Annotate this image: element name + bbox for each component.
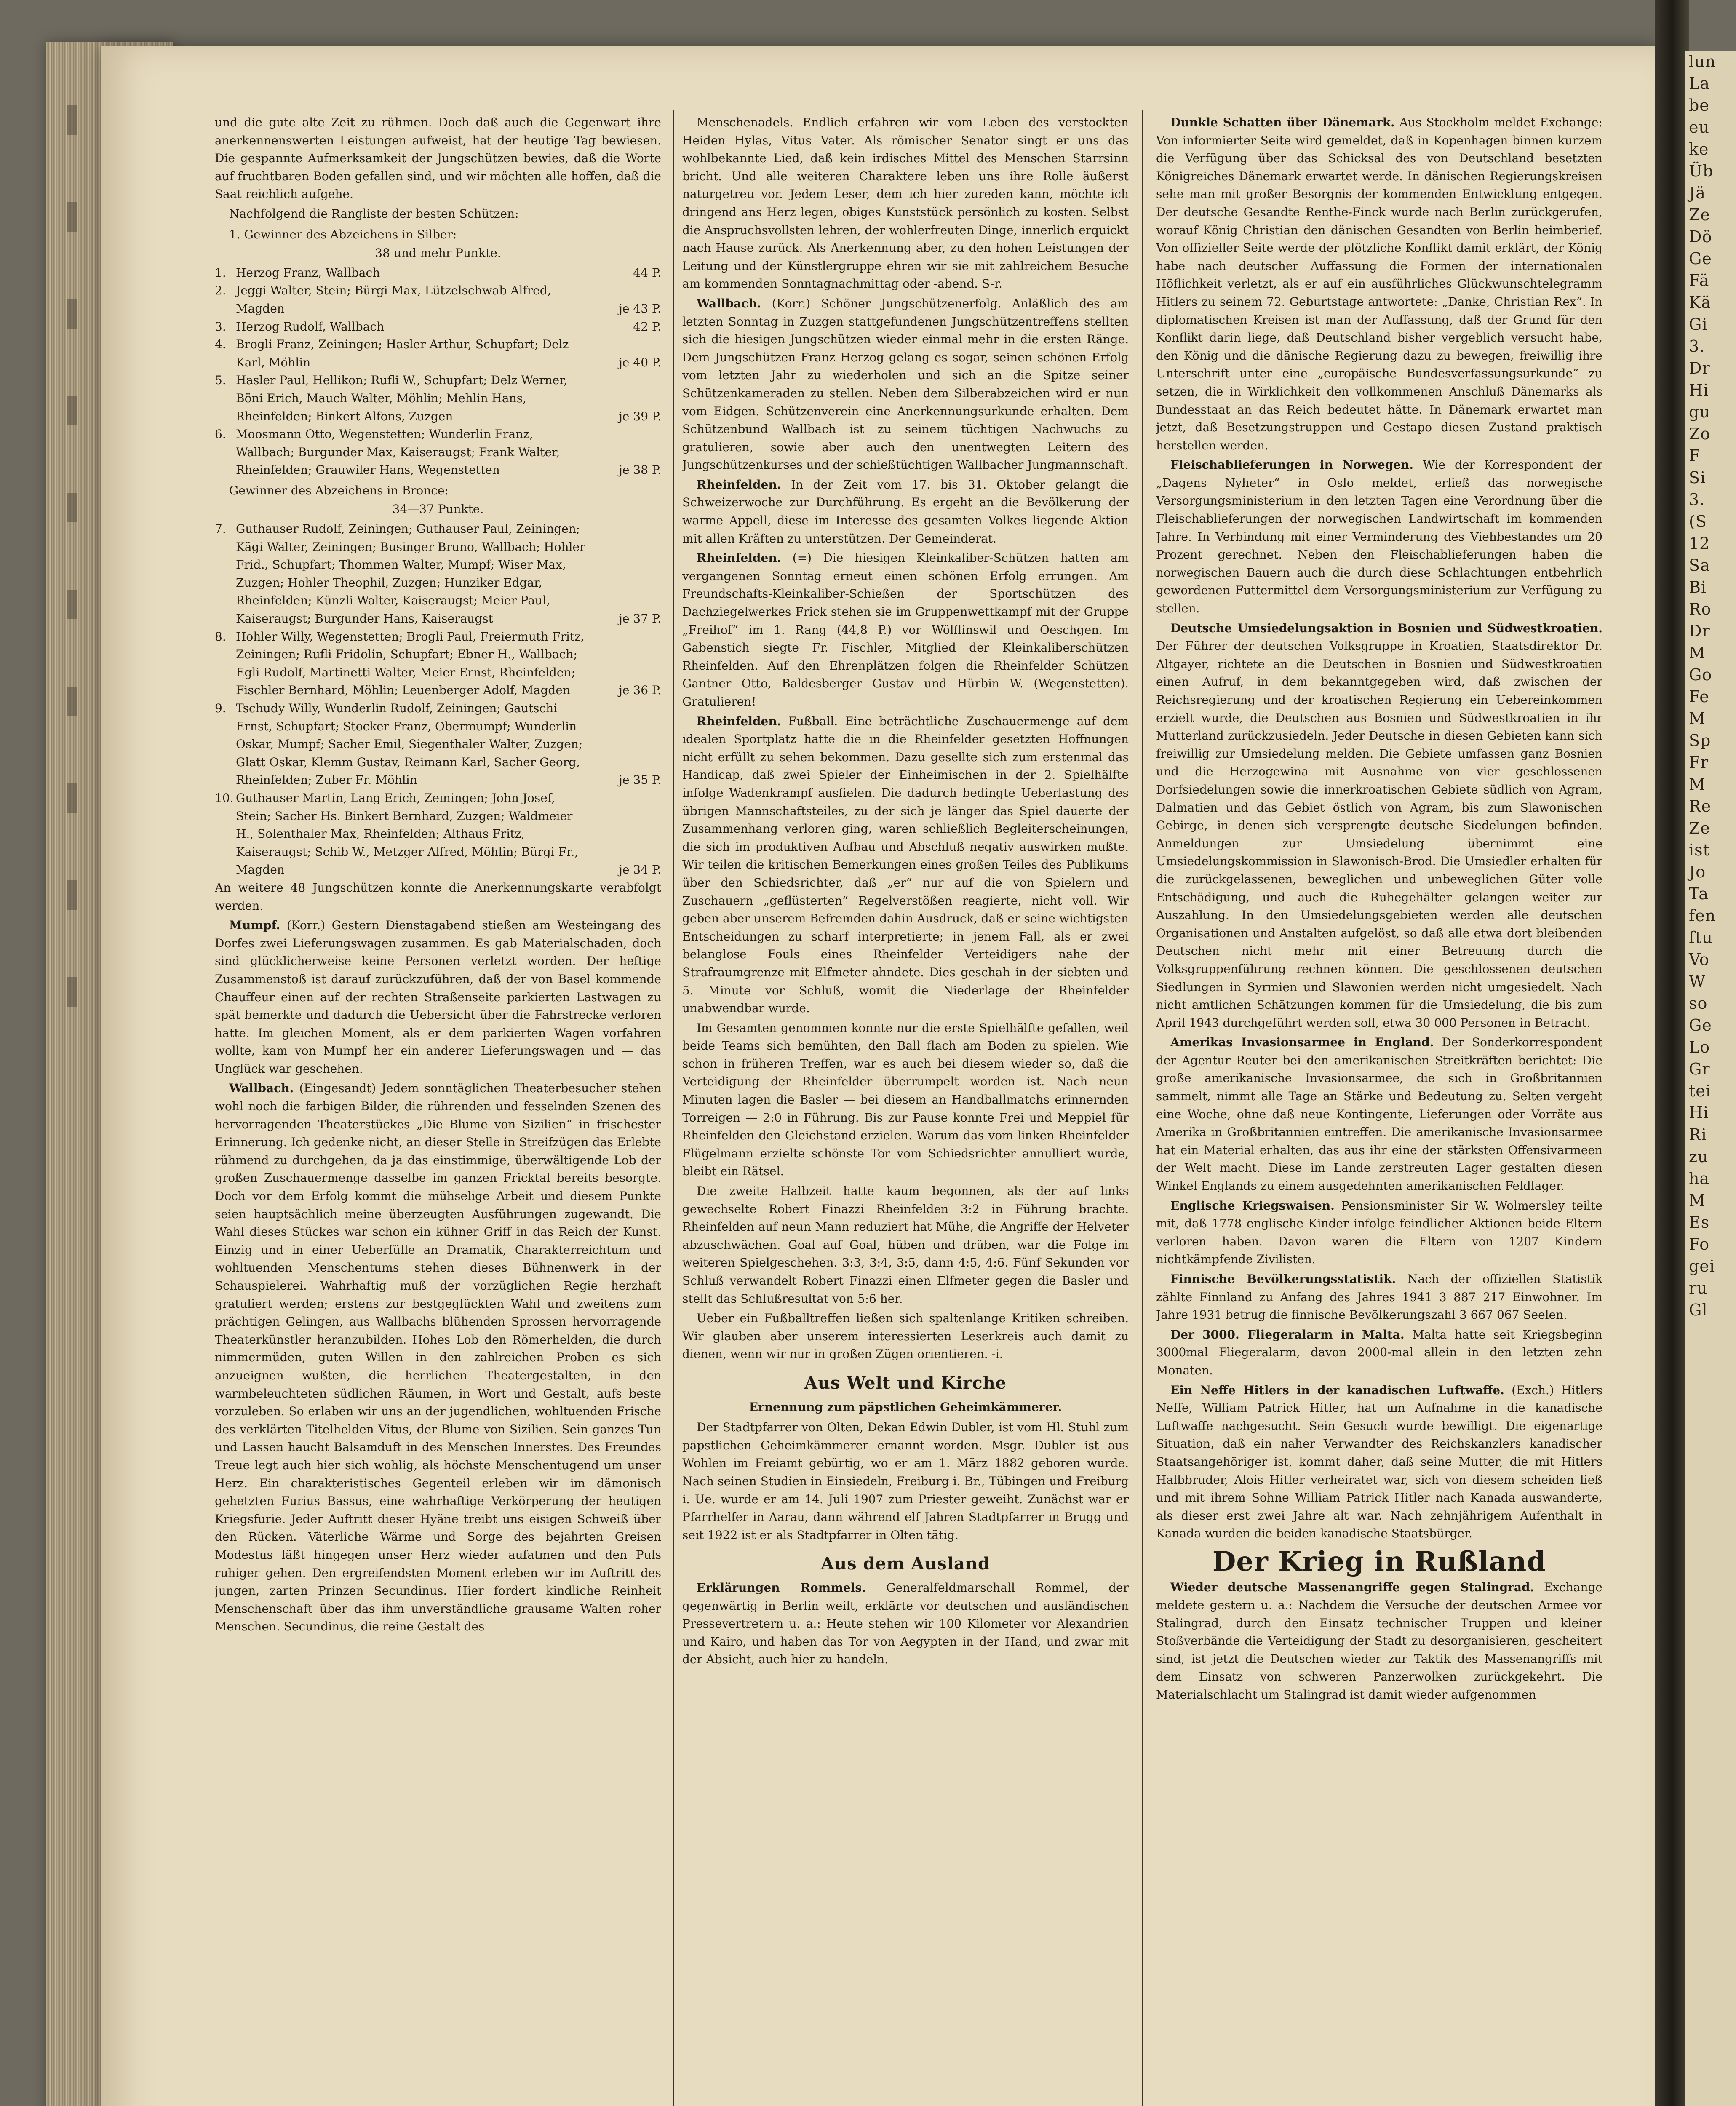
article-text: Exchange meldete gestern u. a.: Nachdem die Versuche der deutschen Armee vor Stalingrad, durch den Einsatz technischer Truppen und kleiner Stoßverbände die Verteidigung der Stadt zu desorganisieren, gescheitert sind, ist jetzt die Deutschen wieder zur Taktik des Massenangriffs mit dem Einsatz von schweren Panzerwolken zurückgekehrt. Die Materialschlacht um Stalingrad ist damit wieder aufgenommen — [1156, 1580, 1602, 1702]
news-article — [1156, 456, 1602, 617]
next-page-fragment: eu — [1689, 118, 1709, 136]
next-page-fragment: (S — [1689, 512, 1707, 531]
next-page-fragment: 12 — [1689, 534, 1710, 553]
rank-points: je 40 P. — [619, 355, 661, 369]
next-page-fragment: tei — [1689, 1082, 1711, 1100]
rank-names: Herzog Franz, Wallbach — [236, 265, 380, 280]
article-lead: Deutsche Umsiedelungsaktion in Bosnien und Südwestkroatien. — [1170, 621, 1602, 635]
column-3-articles — [1156, 114, 1602, 1543]
rank-points: je 35 P. — [619, 773, 661, 787]
news-article — [1156, 620, 1602, 1032]
next-page-fragment: Fe — [1689, 687, 1709, 706]
next-page-fragment: W — [1689, 972, 1706, 991]
article-text: (Korr.) Gestern Dienstagabend stießen am Westeingang des Dorfes zwei Lieferungswagen zusammen. Es gab Materialschaden, doch sind glücklicherweise keine Personen verletzt worden. Der heftige Zusammenstoß ist darauf zurückzuführen, daß der von Basel kommende Chauffeur einen auf der rechten Straßenseite parkierten Lastwagen zu spät bemerkte und dadurch die Uebersicht über die Fahrstrecke verloren hatte. Im gleichen Moment, als er dem parkierten Wagen vorfahren wollte, kam von Mumpf her ein anderer Lieferungswagen und — das Unglück war geschehen. — [215, 918, 661, 1076]
ranking-entry — [215, 789, 661, 879]
rank-number: 2. — [215, 283, 226, 298]
article-text: Im Gesamten genommen konnte nur die erste Spielhälfte gefallen, weil beide Teams sich bemühten, den Ball flach am Boden zu spielen. Wie schon in früheren Treffen, war es auch bei diesem wieder so, daß die Verteidigung der Rheinfelder überrumpelt worden ist. Nach neun Minuten lagen die Basler — bei diesem an Handballmatchs erinnernden Torreigen — 2:0 in Führung. Bis zur Pause konnte Frei und Meppiel für Rheinfelden den Gleichstand erzielen. Warum das vom linken Rheinfelder Flügelmann erzielte schönste Tor vom Schiedsrichter annulliert wurde, bleibt ein Rätsel. — [682, 1021, 1129, 1179]
next-page-fragment: Jo — [1689, 863, 1706, 881]
column-1 — [215, 114, 661, 2106]
next-page-fragment: Hi — [1689, 381, 1709, 399]
next-page-fragment: Üb — [1689, 162, 1714, 180]
next-page-fragment: be — [1689, 96, 1709, 115]
article-text: (Exch.) Hitlers Neffe, William Patrick Hitler, hat um Aufnahme in die kanadische Luftwaffe nachgesucht. Sein Gesuch wurde bewilligt. Die eigenartige Situation, daß ein naher Verwandter des Reichskanzlers kanadischer Staatsangehöriger ist, kommt daher, daß seine Mutter, die mit Hitlers Halbbruder, Alois Hitler verheiratet war, sich von diesem scheiden ließ und mit ihrem Sohne William Patrick Hitler nach Kanada auswanderte, als dieser erst zwei Jahre alt war. Nach zehnjährigem Aufenthalt in Kanada wurden die beiden kanadische Staatsbürger. — [1156, 1383, 1602, 1541]
rank-names: Brogli Franz, Zeiningen; Hasler Arthur, Schupfart; Delz Karl, Möhlin — [236, 337, 569, 369]
article-lead: Ein Neffe Hitlers in der kanadischen Luftwaffe. — [1170, 1383, 1504, 1397]
ranking-intro: und die gute alte Zeit zu rühmen. Doch daß auch die Gegenwart ihre anerkennenswerten Leistungen aufweist, hat der heutige Tag bewiesen. Die gespannte Aufmerksamkeit der Jungschützen bewies, daß die Worte auf fruchtbaren Boden gefallen sind, und wir möchten alle hoffen, daß die Saat reichlich aufgehe. — [215, 115, 661, 201]
article-text: In der Zeit vom 17. bis 31. Oktober gelangt die Schweizerwoche zur Durchführung. Es ergeht an die Bevölkerung der warme Appell, diese im Interesse des gesamten Volkes liegende Aktion mit allen Kräften zu unterstützen. Der Gemeinderat. — [682, 477, 1129, 545]
next-page-fragment: Gi — [1689, 315, 1708, 334]
rank-number: 6. — [215, 427, 226, 441]
next-page-fragment: Dr — [1689, 359, 1710, 377]
news-article — [682, 1310, 1129, 1363]
next-page-fragment: Fo — [1689, 1235, 1710, 1253]
next-page-fragment: Sp — [1689, 731, 1711, 750]
rank-names: Guthauser Martin, Lang Erich, Zeiningen; John Josef, Stein; Sacher Hs. Binkert Bernhard, Zuzgen; Waldmeier H., Solenthaler Max, Rheinfelden; Althaus Fritz, Kaiseraugst; Schib W., Metzger Alfred, Möhlin; Bürgi Fr., Magden — [236, 791, 579, 877]
bronze-subheading: 34—37 Punkte. — [392, 502, 484, 516]
rank-points: je 39 P. — [619, 409, 661, 423]
next-page-fragment: lun — [1689, 52, 1716, 71]
ranking-entry — [215, 700, 661, 789]
column-rule — [673, 110, 674, 2106]
next-page-fragment: 3. — [1689, 490, 1705, 509]
article-text: (Eingesandt) Jedem sonntäglichen Theaterbesucher stehen wohl noch die farbigen Bilder, die rührenden und fesselnden Szenen des hervorragenden Theaterstückes „Die Blume von Sizilien“ in frischester Erinnerung. Ich gedenke nicht, an dieser Stelle in Streifzügen das Erlebte rühmend zu durchgehen, da ja das einstimmige, überwältigende Lob der großen Zuschauermenge dasselbe im ganzen Fricktal bereits besorgte. Doch vor dem Erfolg kommt die mühselige Arbeit und diesem Punkte seien hauptsächlich meine überzeugten Ausführungen zugewandt. Die Wahl dieses Stückes war schon ein kühner Griff in das Reich der Kunst. Einzig und in einer Ueberfülle an Dramatik, Charakterreichtum und wohltuenden Menschentums stehen dieses Bühnenwerk in der Schauspielerei. Wahrhaftig muß der vorzüglichen Regie herzhaft gratuliert werden; erstens zur bestgeglückten Wahl und zweitens zum prächtigen Gelingen, aus Wallbachs blühenden Sprossen hervorragende Theaterkünstler heranzubilden. Hohes Lob den Römerhelden, die durch nimmermüden, guten Willen in den zahlreichen Proben es sich anzueignen wußten, die herrlichen Theatergestalten, in den warmbeleuchteten südlichen Räumen, in Wort und Gestalt, aufs beste vorzuleben. So erlaben wir uns an der jugendlichen, wohltuenden Frische des verklärten Titelhelden Vitus, der Blume von Sizilien. Sein ganzes Tun und Lassen haucht Balsamduft in des Menschen Innerstes. Des Freundes Treue legt auch hier sich wohlig, als höchste Menschentugend um unser Herz. Ein charakteristisches Gegenteil erleben wir im dämonisch gehetzten Furius Bassus, eine wahrhaftige Verkörperung der heutigen Kriegsfurie. Jeder Auftritt dieser Hyäne treibt uns eisigen Schweiß über den Rücken. Väterliche Wärme und Sorge des bejahrten Greisen Modestus läßt hingegen unser Herz wieder aufatmen und den Puls ruhiger gehen. Den ergreifendsten Moment erleben wir im Auftritt des jungen, zarten Prinzen Secundinus. Hier fordert kindliche Reinheit Menschenschaft über das ihm unverständliche grausame Walten roher Menschen. Secundinus, die reine Gestalt des — [215, 1081, 661, 1634]
next-page-fragment: Ge — [1689, 249, 1712, 268]
next-page-fragment: ru — [1689, 1279, 1708, 1297]
news-article — [682, 295, 1129, 474]
article-lead: Wallbach. — [697, 296, 761, 310]
news-article — [215, 917, 661, 1078]
news-article — [1156, 1270, 1602, 1324]
next-page-fragment: Gl — [1689, 1301, 1708, 1319]
article-text: Aus Stockholm meldet Exchange: Von informierter Seite wird gemeldet, daß in Kopenhagen binnen kurzem die Verfügung über das Schicksal des von Deutschland besetzten Königreiches Dänemark erwartet werde. In dänischen Regierungskreisen sehe man mit großer Besorgnis der kommenden Entwicklung entgegen. Der deutsche Gesandte Renthe-Finck wurde nach Berlin zurückgerufen, worauf König Christian den dänischen Gesandten von Berlin heimberief. Von offizieller Seite werde der plötzliche Konflikt damit erklärt, der König habe nach deutscher Auffassung die Formen der internationalen Höflichkeit verletzt, als er auf ein ausführliches Glückwunschtelegramm Hitlers zu seinem 72. Geburtstage antwortete: „Danke, Christian Rex“. In diplomatischen Kreisen ist man der Auffassung, daß der Grund für den Konflikt darin liege, daß Deutschland bisher vergeblich versucht habe, den König und die dänische Regierung dazu zu bewegen, freiwillig ihre Unterschrift unter eine „europäische Bundesverfassungsurkunde“ zu setzen, die in Wirklichkeit den vollkommenen Anschluß Dänemarks als Bundesstaat an das Reich bedeutet hätte. In Dänemark erwartet man jetzt, daß Besetzungstruppen und Gestapo diesen Zustand praktisch herstellen werden. — [1156, 115, 1602, 452]
article-text: Wie der Korrespondent der „Dagens Nyheter“ in Oslo meldet, erließ das norwegische Versorgungsministerium in den letzten Tagen eine Verordnung über die Fleischablieferungen der norwegischen Landwirtschaft im kommenden Jahre. In Verbindung mit einer Verminderung des Viehbestandes um 20 Prozent gerechnet. Neben den Fleischablieferungen haben die norwegischen Bauern auch die durch diese Schlachtungen entbehrlich gewordenen Futtermittel dem Versorgungsministerium zur Verfügung zu stellen. — [1156, 458, 1602, 616]
rank-number: 5. — [215, 373, 226, 388]
article-text: Nach der offiziellen Statistik zählte Finnland zu Anfang des Jahres 1941 3 887 217 Einwohner. Im Jahre 1931 betrug die finnische Bevölkerungszahl 3 667 067 Seelen. — [1156, 1272, 1602, 1322]
rank-points: je 37 P. — [619, 612, 661, 626]
news-article — [215, 1080, 661, 1636]
rank-names: Hohler Willy, Wegenstetten; Brogli Paul, Freiermuth Fritz, Zeiningen; Rufli Fridolin, Schupfart; Ebner H., Wallbach; Egli Rudolf, Martinetti Walter, Meier Ernst, Rheinfelden; Fischler Bernhard, Möhlin; Leuenberger Adolf, Magden — [236, 629, 585, 698]
rank-points: je 43 P. — [619, 301, 661, 315]
silver-heading: 1. Gewinner des Abzeichens in Silber: — [229, 227, 457, 241]
next-page-fragment: ftu — [1689, 928, 1713, 947]
next-page-fragment: ke — [1689, 140, 1709, 158]
next-page-fragment: M — [1689, 775, 1706, 794]
article-lead: Fleischablieferungen in Norwegen. — [1170, 458, 1414, 472]
next-page-fragment: zu — [1689, 1147, 1709, 1166]
column-2-articles — [682, 114, 1129, 1363]
krieg-article — [1156, 1579, 1602, 1704]
next-page-fragment: M — [1689, 1191, 1706, 1210]
next-page-fragment: F — [1689, 446, 1701, 465]
article-lead: Erklärungen Rommels. — [697, 1580, 866, 1595]
next-page-fragment: La — [1689, 74, 1710, 93]
news-article — [1156, 114, 1602, 454]
rank-points: je 36 P. — [619, 683, 661, 698]
next-page-fragment: Lo — [1689, 1038, 1710, 1056]
page-edge-marks — [67, 105, 80, 1116]
next-page-fragment: gei — [1689, 1257, 1715, 1275]
ausland-article — [682, 1579, 1129, 1669]
news-article — [682, 713, 1129, 1018]
article-lead: Englische Kriegswaisen. — [1170, 1198, 1335, 1213]
ranking-lead: Nachfolgend die Rangliste der besten Schützen: — [229, 206, 519, 221]
rank-names: Moosmann Otto, Wegenstetten; Wunderlin Franz, Wallbach; Burgunder Max, Kaiseraugst; Frank Walter, Rheinfelden; Grauwiler Hans, Wegenstetten — [236, 427, 560, 477]
next-page-fragment: Gr — [1689, 1060, 1710, 1078]
ranking-entry — [215, 264, 661, 282]
news-article — [682, 1019, 1129, 1181]
next-page-fragment: Ta — [1689, 885, 1709, 903]
rank-number: 1. — [215, 265, 226, 280]
article-lead: Amerikas Invasionsarmee in England. — [1170, 1035, 1434, 1050]
next-page-fragment: Ge — [1689, 1016, 1712, 1034]
rank-number: 9. — [215, 701, 226, 715]
ranking-entry — [215, 282, 661, 318]
article-lead: Finnische Bevölkerungsstatistik. — [1170, 1272, 1396, 1286]
next-page-fragment: fen — [1689, 906, 1716, 925]
rank-names: Tschudy Willy, Wunderlin Rudolf, Zeiningen; Gautschi Ernst, Schupfart; Stocker Franz, Obermumpf; Wunderlin Oskar, Mumpf; Sacher Emil, Siegenthaler Walter, Zuzgen; Glatt Oskar, Klemm Gustav, Reimann Karl, Sacher Georg, Rheinfelden; Zuber Fr. Möhlin — [236, 701, 583, 787]
next-page-edge — [1685, 51, 1736, 2106]
article-text: Fußball. Eine beträchtliche Zuschauermenge auf dem idealen Sportplatz hatte die in die Rheinfelder gesetzten Hoffnungen nicht erfüllt zu sehen bekommen. Dazu gesellte sich zum erstenmal das Handicap, daß zwei Spieler der Einheimischen in der 2. Spielhälfte infolge Wadenkrampf ausfielen. Die dadurch bedingte Ueberlastung des übrigen Mannschaftsteiles, zu der sich je länger das Spiel dauerte der Zusammenhang verloren ging, waren schließlich Begleiterscheinungen, die sich im produktiven Aufbau und Abschluß negativ auswirken mußte. Wir teilen die kritischen Bemerkungen eines großen Teiles des Publikums über den Schiedsrichter, daß „er“ nur auf die von Spielern und Zuschauern „geflüsterten“ Regelverstößen reagierte, nicht voll. Wir geben aber unserem Befremden dahin Ausdruck, daß er seine wichtigsten Entscheidungen zu scharf interpretierte; in jenem Fall, als er zwei belanglose Fouls eines Rheinfelder Verteidigers nahe der Strafraumgrenze mit Elfmeter ahndete. Dies geschah in der siebten und 5. Minute vor Schluß, womit die Niederlage der Rheinfelder unabwendbar wurde. — [682, 714, 1129, 1016]
ranking-entry — [215, 318, 661, 336]
ranking-entry — [215, 520, 661, 628]
column-rule — [1142, 110, 1143, 2106]
next-page-fragment: Zo — [1689, 425, 1711, 443]
next-page-fragment: Sa — [1689, 556, 1710, 575]
ranking-entry — [215, 628, 661, 700]
news-article — [682, 476, 1129, 548]
headline-krieg: Der Krieg in Rußland — [1212, 1545, 1546, 1577]
rank-points: 44 P. — [633, 265, 661, 280]
kirche-subheading: Ernennung zum päpstlichen Geheimkämmerer. — [749, 1400, 1062, 1414]
article-text: (=) Die hiesigen Kleinkaliber-Schützen hatten am vergangenen Sonntag erneut einen schönen Erfolg errungen. Am Freundschafts-Kleinkaliber-Schießen der Sportschützen des Dachziegelwerkes Frick stehen sie im Gruppenwettkampf mit der Gruppe „Freihof“ im 1. Rang (44,8 P.) vor Wölflinswil und Oeschgen. Im Gabenstich siegte Fr. Fischler, Mitglied der Kleinkaliberschützen Rheinfelden. Auf den Ehrenplätzen folgen die Rheinfelder Schützen Gantner Otto, Baldesberger Gustav und Hürbin W. (Wegenstetten). Gratulieren! — [682, 551, 1129, 708]
next-page-fragment: Go — [1689, 665, 1712, 684]
kirche-article: Der Stadtpfarrer von Olten, Dekan Edwin Dubler, ist vom Hl. Stuhl zum päpstlichen Geheimkämmerer ernannt worden. Msgr. Dubler ist aus Wohlen im Freiamt gebürtig, wo er am 1. März 1882 geboren wurde. Nach seinen Studien in Einsiedeln, Freiburg i. Br., Tübingen und Freiburg i. Ue. wurde er am 14. Juli 1907 zum Priester geweiht. Zunächst war er Pfarrhelfer in Aarau, dann während elf Jahren Stadtpfarrer in Brugg und seit 1922 ist er als Stadtpfarrer in Olten tätig. — [682, 1420, 1129, 1542]
rank-number: 10. — [215, 791, 234, 805]
article-lead: Rheinfelden. — [697, 714, 781, 728]
next-page-fragment: Kä — [1689, 293, 1712, 312]
column-2 — [682, 114, 1129, 2106]
rank-names: Hasler Paul, Hellikon; Rufli W., Schupfart; Delz Werner, Böni Erich, Mauch Walter, Möhlin; Mehlin Hans, Rheinfelden; Binkert Alfons, Zuzgen — [236, 373, 568, 423]
next-page-fragment: Hi — [1689, 1104, 1709, 1122]
rank-names: Guthauser Rudolf, Zeiningen; Guthauser Paul, Zeiningen; Kägi Walter, Zeiningen; Businger Bruno, Wallbach; Hohler Frid., Schupfart; Thommen Walter, Mumpf; Wiser Max, Zuzgen; Hohler Theophil, Zuzgen; Hunziker Edgar, Rheinfelden; Künzli Walter, Kaiseraugst; Meier Paul, Kaiseraugst; Burgunder Hans, Kaiseraugst — [236, 522, 585, 626]
article-lead: Rheinfelden. — [697, 551, 781, 565]
next-page-fragment: Re — [1689, 797, 1712, 815]
next-page-fragment: Ri — [1689, 1125, 1707, 1144]
rank-points: je 34 P. — [619, 863, 661, 877]
section-heading-ausland: Aus dem Ausland — [820, 1554, 991, 1574]
next-page-fragment: 3. — [1689, 337, 1705, 355]
next-page-fragment: Ro — [1689, 600, 1712, 618]
article-lead: Dunkle Schatten über Dänemark. — [1170, 115, 1395, 129]
news-article — [1156, 1197, 1602, 1269]
next-page-fragment: gu — [1689, 403, 1710, 421]
column-3 — [1156, 114, 1602, 2106]
rank-names: Jeggi Walter, Stein; Bürgi Max, Lützelschwab Alfred, Magden — [236, 283, 551, 315]
next-page-fragment: ha — [1689, 1169, 1710, 1188]
news-article — [682, 549, 1129, 711]
next-page-fragment: M — [1689, 709, 1706, 728]
column-1-articles — [215, 917, 661, 1636]
article-text: Menschenadels. Endlich erfahren wir vom Leben des verstockten Heiden Hylas, Vitus Vater. Als römischer Senator singt er uns das wohlbekannte Lied, daß kein irdisches Mittel des Menschen Starrsinn bricht. Und alle weiteren Charaktere leben uns ihre Rolle äußerst naturgetreu vor. Jedem Leser, dem ich hier zureden kann, möchte ich dringend ans Herz legen, obiges Kunststück persönlich zu kosten. Selbst die Anspruchsvollsten lehren, der wohlerfreuten Dinge, innerlich erquickt nach Hause zurück. Als Anerkennung aber, zu den hohen Leistungen der Leitung und der Künstlergruppe ehren wir sie mit zahlreichem Besuche am kommenden Sonntagnachmittag oder -abend. S-r. — [682, 115, 1129, 291]
rank-number: 8. — [215, 629, 226, 644]
rank-names: Herzog Rudolf, Wallbach — [236, 319, 385, 334]
next-page-fragment: Vo — [1689, 950, 1709, 969]
ranking-entry — [215, 336, 661, 371]
article-text: Malta hatte seit Kriegsbeginn 3000mal Fliegeralarm, davon 2000-mal allein in den letzten zehn Monaten. — [1156, 1327, 1602, 1377]
silver-subheading: 38 und mehr Punkte. — [375, 246, 501, 260]
next-page-fragment: ist — [1689, 841, 1710, 859]
next-page-fragment: so — [1689, 994, 1708, 1013]
next-page-fragment: Dö — [1689, 227, 1712, 246]
rank-points: 42 P. — [633, 319, 661, 334]
news-article — [1156, 1034, 1602, 1195]
silver-ranking-list — [215, 264, 661, 479]
next-page-fragment: M — [1689, 644, 1706, 662]
next-page-fragment: Ze — [1689, 206, 1710, 224]
ranking-entry — [215, 425, 661, 479]
news-article — [1156, 1382, 1602, 1543]
next-page-fragment: Jä — [1689, 184, 1706, 202]
news-article — [1156, 1326, 1602, 1380]
article-text: (Korr.) Schöner Jungschützenerfolg. Anläßlich des am letzten Sonntag in Zuzgen stattgefundenen Jungschützentreffens stellten sich die hiesigen Jungschützen wieder einmal mehr in die ersten Ränge. Dem Jungschützen Franz Herzog gelang es sogar, seinen schönen Erfolg vom letzten Jahr zu wiederholen und sich an die Spitze seiner Schützenkameraden zu stellen. Neben dem Silberabzeichen wird er nun vom Eidgen. Schützenverein eine Anerkennungsurkunde erhalten. Dem Schützenbund Wallbach ist zu seinem tüchtigen Nachwuchs zu gratulieren, sowie aber auch den unentwegten Leitern des Jungschützenkurses und der schießtüchtigen Wallbacher Jungmannschaft. — [682, 296, 1129, 472]
rank-points: je 38 P. — [619, 463, 661, 477]
next-page-fragment: Es — [1689, 1213, 1710, 1232]
article-text: Generalfeldmarschall Rommel, der gegenwärtig in Berlin weilt, erklärte vor deutschen und ausländischen Pressevertretern u. a.: Heute stehen wir 100 Kilometer vor Alexandrien und Kairo, und haben das Tor von Aegypten in der Hand, und zwar mit der Absicht, auch hier zu handeln. — [682, 1580, 1129, 1667]
book-gutter — [1655, 0, 1689, 2106]
article-lead: Wieder deutsche Massenangriffe gegen Stalingrad. — [1170, 1580, 1534, 1594]
section-heading-kirche: Aus Welt und Kirche — [804, 1373, 1007, 1393]
rank-number: 3. — [215, 319, 226, 334]
article-text: Pensionsminister Sir W. Wolmersley teilte mit, daß 1778 englische Kinder infolge feindlicher Aktionen beide Eltern verloren haben. Davon waren die Eltern von 1207 Kindern nichtkämpfende Zivilisten. — [1156, 1198, 1602, 1267]
article-lead: Rheinfelden. — [697, 477, 781, 492]
next-page-fragment: Fr — [1689, 753, 1709, 772]
article-lead: Wallbach. — [229, 1081, 294, 1096]
ranking-outro: An weitere 48 Jungschützen konnte die Anerkennungskarte verabfolgt werden. — [215, 880, 661, 913]
article-lead: Mumpf. — [229, 918, 280, 933]
article-lead: Der 3000. Fliegeralarm in Malta. — [1170, 1327, 1405, 1342]
ranking-entry — [215, 371, 661, 425]
news-article — [682, 114, 1129, 293]
next-page-fragment: Fä — [1689, 271, 1709, 290]
article-text: Die zweite Halbzeit hatte kaum begonnen, als der auf links gewechselte Robert Finazzi Rheinfelden 3:2 in Führung brachte. Rheinfelden auf neun Mann reduziert hat Mühe, die Angriffe der Helveter abzuschwächen. Goal auf Goal, hüben und drüben, war die Folge im weiteren Spielgeschehen. 3:3, 3:4, 3:5, dann 4:5, 4:6. Fünf Sekunden vor Schluß verwandelt Robert Finazzi einen Elfmeter gegen die Basler und stellt das Schlußresultat von 5:6 her. — [682, 1184, 1129, 1306]
article-text: Der Sonderkorrespondent der Agentur Reuter bei den amerikanischen Streitkräften berichtet: Die große amerikanische Invasionsarmee, die sich in Großbritannien sammelt, nimmt alle Tage an Stärke und Bedeutung zu. Selten vergeht eine Woche, ohne daß neue Kontingente, Lieferungen oder Vorräte aus Amerika in Großbritannien eintreffen. Die amerikanische Invasionsarmee hat ein Material erhalten, das aus ihr eine der stärksten Offensivarmeen der Welt macht. Diese im Lande zerstreuten Lager gestalten diesen Winkel Englands zu einem ausgedehnten amerikanischen Feldlager. — [1156, 1035, 1602, 1193]
article-text: Der Führer der deutschen Volksgruppe in Kroatien, Staatsdirektor Dr. Altgayer, richtete an die Deutschen in Bosnien und Südwestkroatien einen Aufruf, in dem bekanntgegeben wird, daß zwischen der Reichsregierung und der kroatischen Regierung ein Uebereinkommen erzielt wurde, die Deutschen aus Bosnien und Südwestkroatien in ihr Mutterland zurückzusiedeln. Jeder Deutsche in diesen Gebieten kann sich freiwillig zur Umsiedelung melden. Die Gebiete umfassen ganz Bosnien und die Herzogewina mit Ausnahme von vier geschlossenen Dorfsiedelungen sowie die innerkroatischen Gebiete südlich von Agram, Dalmatien und das Gebiet östlich von Agram, bis zum Slawonischen Gebirge, in denen sich versprengte deutsche Siedelungen befinden. Anmeldungen zur Umsiedelung übernimmt eine Umsiedelungskommission in Slawonisch-Brod. Die Umsiedler erhalten für die zurückgelassenen, beweglichen und unbeweglichen Güter volle Entschädigung, und auch die Ruhegehälter gelangen weiter zur Auszahlung. In den Umsiedelungsgebieten werden alle deutschen Organisationen und Anstalten aufgelöst, so daß alle etwa dort bleibenden Deutschen nicht mehr mit einer Betreuung durch die Volksgruppenführung rechnen können. Die geschlossenen deutschen Siedlungen in Syrmien und Slawonien werden nicht umgesiedelt. Nach nicht amtlichen Schätzungen kommen für die Umsiedelung, die bis zum April 1943 durchgeführt werden soll, etwa 30 000 Personen in Betracht. — [1156, 639, 1602, 1030]
bronze-ranking-list — [215, 520, 661, 879]
next-page-fragment: Ze — [1689, 819, 1710, 837]
bronze-heading: Gewinner des Abzeichens in Bronce: — [229, 483, 449, 497]
next-page-fragment: Bi — [1689, 578, 1707, 596]
rank-number: 4. — [215, 337, 226, 352]
news-article — [682, 1182, 1129, 1308]
rank-number: 7. — [215, 522, 226, 536]
article-text: Ueber ein Fußballtreffen ließen sich spaltenlange Kritiken schreiben. Wir glauben aber unserem interessierten Leserkreis auch damit zu dienen, wenn wir nur in großen Zügen orientieren. -i. — [682, 1311, 1129, 1361]
next-page-fragment: Dr — [1689, 622, 1710, 640]
next-page-fragment: Si — [1689, 468, 1706, 487]
